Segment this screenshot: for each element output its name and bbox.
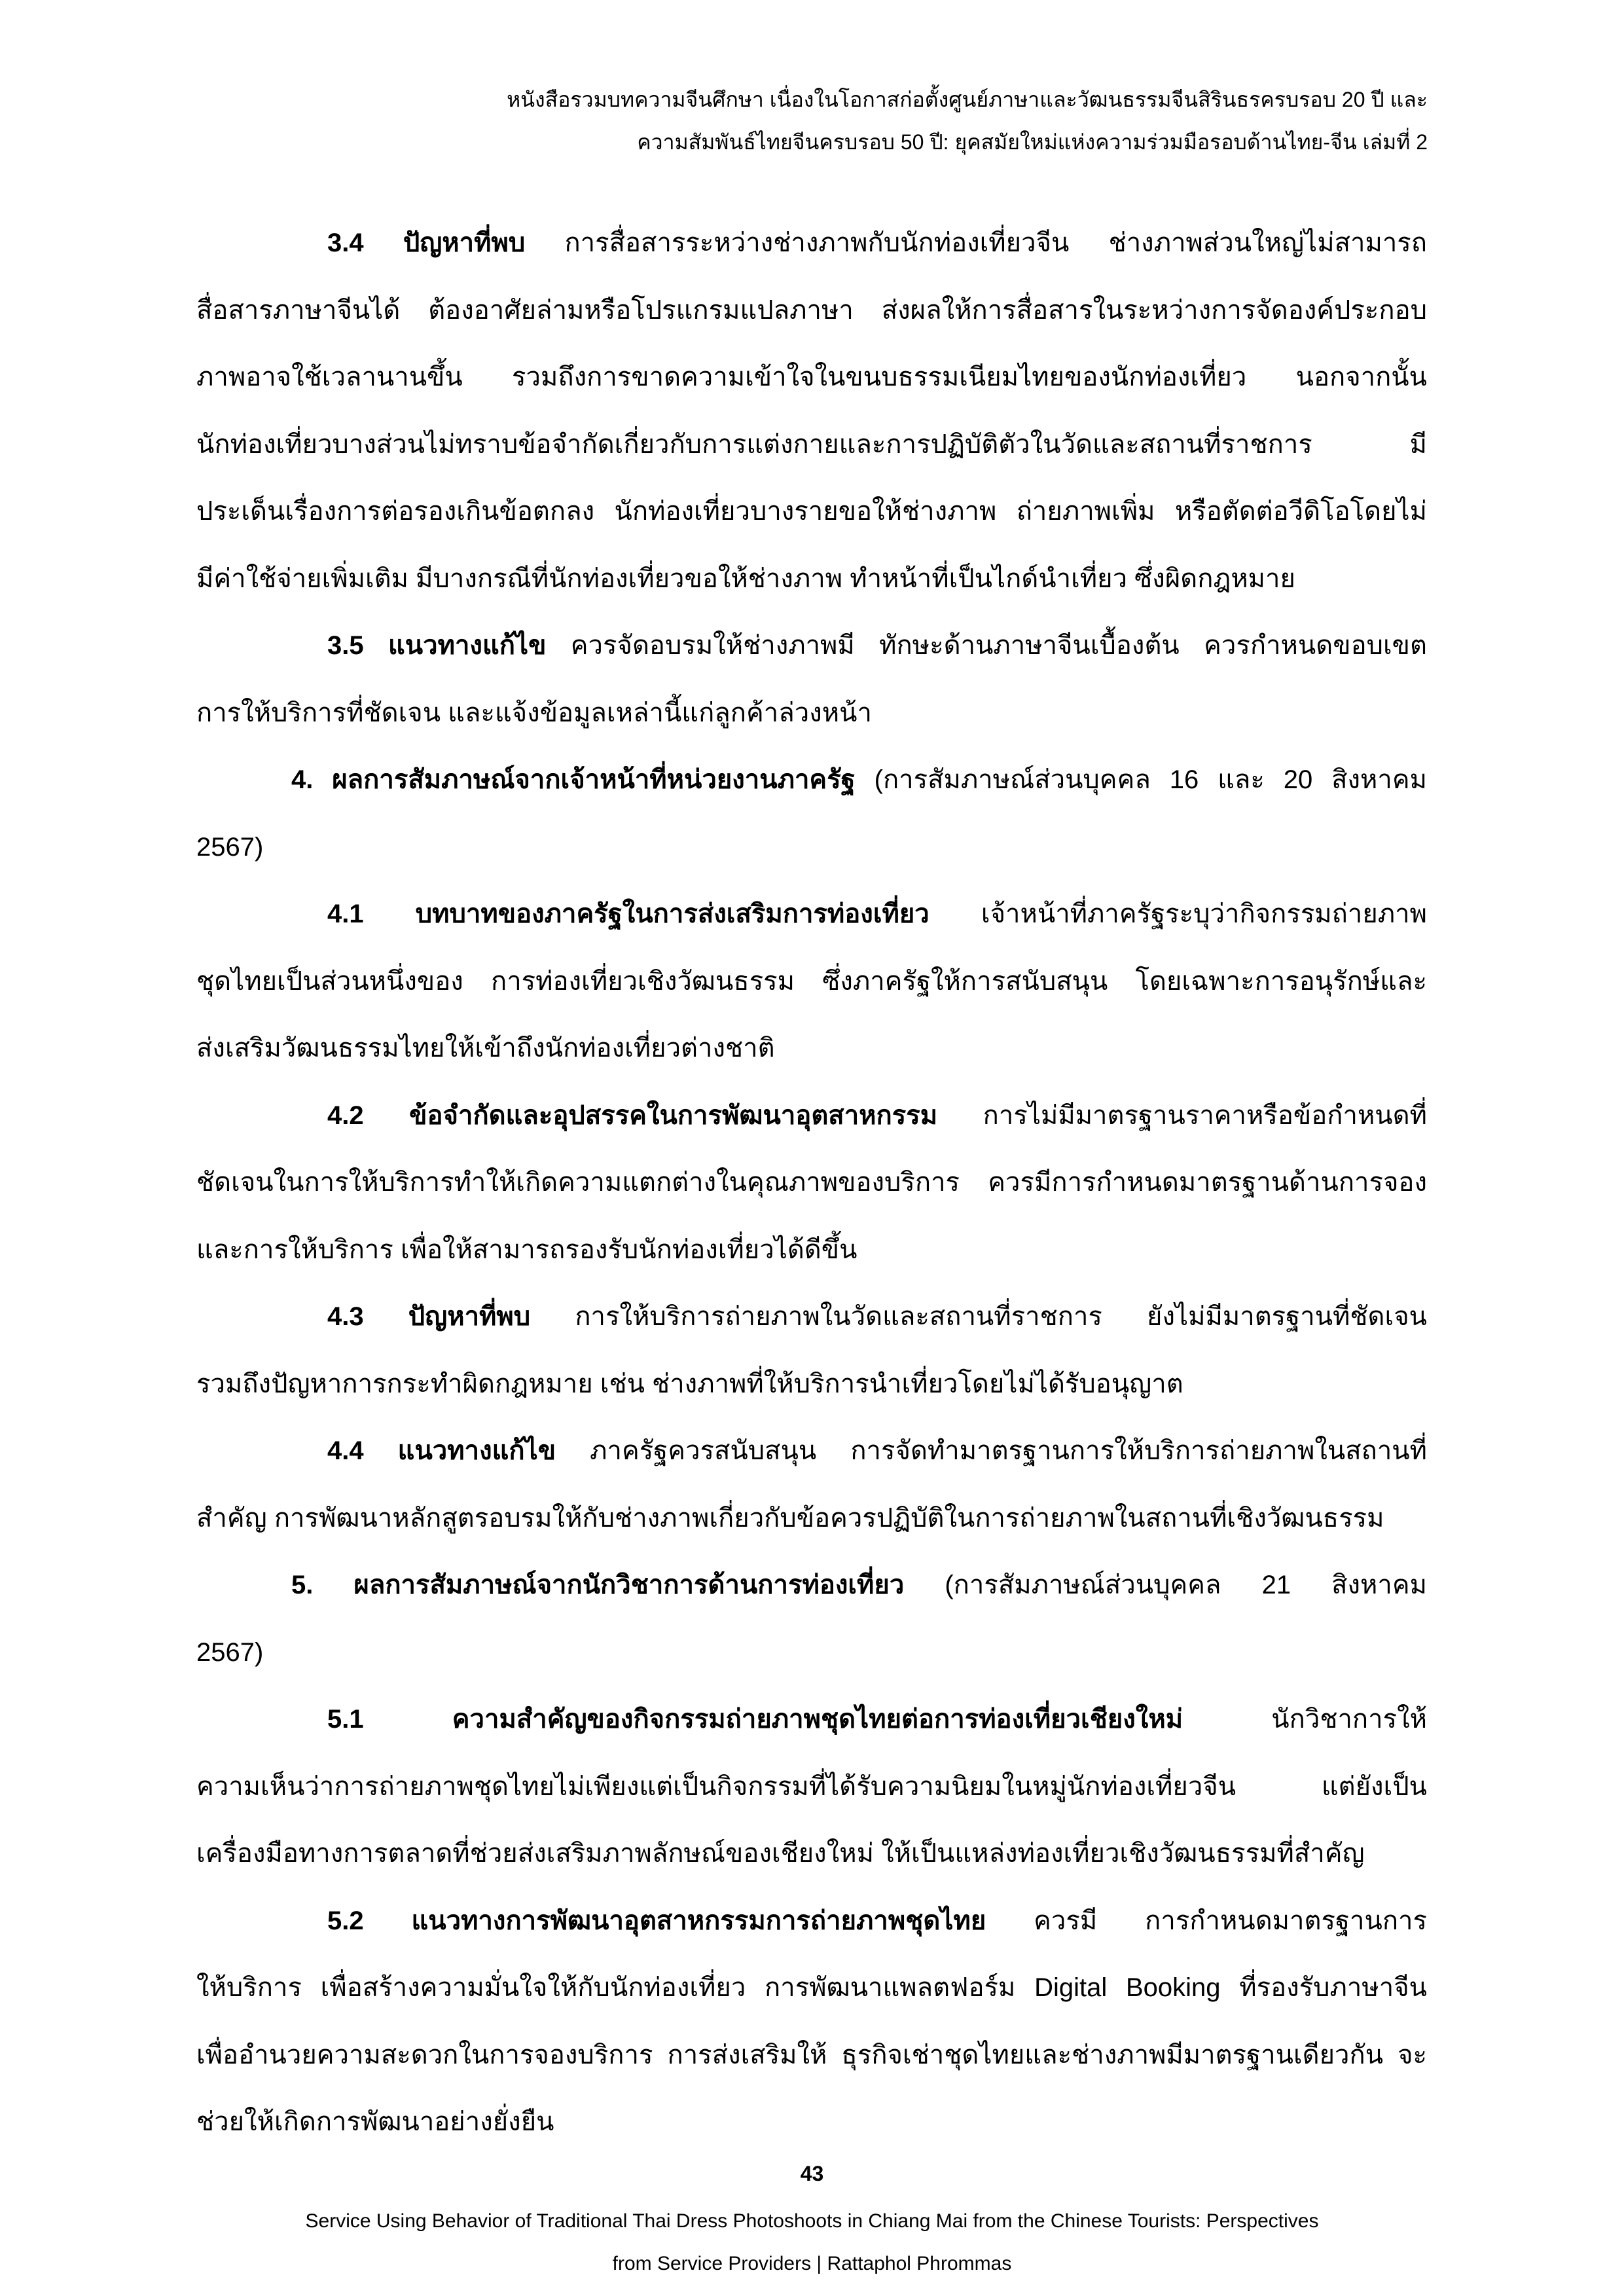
heading-4-4: 4.4 แนวทางแก้ไข xyxy=(327,1436,556,1465)
running-header-line-1: หนังสือรวมบทความจีนศึกษา เนื่องในโอกาสก่อตั้งศูนย์ภาษาและวัฒนธรรมจีนสิรินธรครบรอบ 20 ปี และ xyxy=(507,88,1428,111)
paragraph-4-4-line-2: สำคัญ การพัฒนาหลักสูตรอบรมให้กับช่างภาพเกี่ยวกับข้อควรปฏิบัติในการถ่ายภาพในสถานที่เชิงวัฒนธรรม xyxy=(196,1503,1384,1533)
paragraph-4-line-1 xyxy=(196,746,1427,814)
paragraph-4-1-line-3: ส่งเสริมวัฒนธรรมไทยให้เข้าถึงนักท่องเที่ยวต่างชาติ xyxy=(196,1034,775,1063)
paragraph-3-4-line-3: ภาพอาจใช้เวลานานขึ้น รวมถึงการขาดความเข้าใจในขนบธรรมเนียมไทยของนักท่องเที่ยว นอกจากนั้น xyxy=(196,363,1427,392)
running-footer-line-1: Service Using Behavior of Traditional Thai Dress Photoshoots in Chiang Mai from the Chinese Tourists: Perspectives xyxy=(305,2210,1319,2232)
paragraph-4-2-line-2: ชัดเจนในการให้บริการทำให้เกิดความแตกต่างในคุณภาพของบริการ ควรมีการกำหนดมาตรฐานด้านการจอง xyxy=(196,1168,1427,1197)
paragraph-text: การสื่อสารระหว่างช่างภาพกับนักท่องเที่ยวจีน ช่างภาพส่วนใหญ่ไม่สามารถ xyxy=(525,228,1427,257)
paragraph-text: นักวิชาการให้ xyxy=(1183,1705,1427,1734)
paragraph-3-4-line-2: สื่อสารภาษาจีนได้ ต้องอาศัยล่ามหรือโปรแกรมแปลภาษา ส่งผลให้การสื่อสารในระหว่างการจัดองค์ประกอบ xyxy=(196,295,1427,325)
paragraph-4-4-line-1 xyxy=(196,1417,1427,1485)
paragraph-3-4-line-5: ประเด็นเรื่องการต่อรองเกินข้อตกลง นักท่องเที่ยวบางรายขอให้ช่างภาพ ถ่ายภาพเพิ่ม หรือตัดต่อวีดิโอโดยไม่ xyxy=(196,497,1427,526)
paragraph-text: การไม่มีมาตรฐานราคาหรือข้อกำหนดที่ xyxy=(937,1101,1427,1130)
paragraph-4-line-2: 2567) xyxy=(196,832,264,862)
page-number: 43 xyxy=(800,2162,824,2185)
paragraph-5-2-line-4: ช่วยให้เกิดการพัฒนาอย่างยั่งยืน xyxy=(196,2107,554,2136)
paragraph-5-line-2: 2567) xyxy=(196,1637,264,1667)
paragraph-3-4-line-1 xyxy=(196,210,1427,277)
paragraph-5-1-line-2: ความเห็นว่าการถ่ายภาพชุดไทยไม่เพียงแต่เป็นกิจกรรมที่ได้รับความนิยมในหมู่นักท่องเที่ยวจีน แต่ยังเป็น xyxy=(196,1772,1427,1801)
paragraph-3-4-line-6: มีค่าใช้จ่ายเพิ่มเติม มีบางกรณีที่นักท่องเที่ยวขอให้ช่างภาพ ทำหน้าที่เป็นไกด์นำเที่ยว ซึ่งผิดกฎหมาย xyxy=(196,564,1295,593)
paragraph-5-1-line-1 xyxy=(196,1686,1427,1753)
paragraph-3-5-line-1 xyxy=(196,612,1427,680)
paragraph-text: เจ้าหน้าที่ภาครัฐระบุว่ากิจกรรมถ่ายภาพ xyxy=(929,900,1427,928)
heading-4-3: 4.3 ปัญหาที่พบ xyxy=(327,1302,531,1331)
paragraph-text: ควรจัดอบรมให้ช่างภาพมี ทักษะด้านภาษาจีนเบื้องต้น ควรกำหนดขอบเขต xyxy=(546,631,1427,660)
heading-4-2: 4.2 ข้อจำกัดและอุปสรรคในการพัฒนาอุตสาหกรรม xyxy=(327,1101,938,1130)
heading-3-4: 3.4 ปัญหาที่พบ xyxy=(327,228,526,257)
paragraph-4-2-line-1 xyxy=(196,1082,1427,1150)
paragraph-5-2-line-3: เพื่ออำนวยความสะดวกในการจองบริการ การส่งเสริมให้ ธุรกิจเช่าชุดไทยและช่างภาพมีมาตรฐานเดียวกัน จะ xyxy=(196,2040,1427,2069)
paragraph-text: การให้บริการถ่ายภาพในวัดและสถานที่ราชการ ยังไม่มีมาตรฐานที่ชัดเจน xyxy=(530,1302,1427,1331)
heading-4: 4. ผลการสัมภาษณ์จากเจ้าหน้าที่หน่วยงานภาครัฐ xyxy=(291,765,856,794)
body-text xyxy=(196,210,1427,2156)
paragraph-4-1-line-2: ชุดไทยเป็นส่วนหนึ่งของ การท่องเที่ยวเชิงวัฒนธรรม ซึ่งภาครัฐให้การสนับสนุน โดยเฉพาะการอนุรักษ์และ xyxy=(196,966,1427,996)
paragraph-5-1-line-3: เครื่องมือทางการตลาดที่ช่วยส่งเสริมภาพลักษณ์ของเชียงใหม่ ให้เป็นแหล่งท่องเที่ยวเชิงวัฒนธรรมที่สำคัญ xyxy=(196,1839,1365,1868)
paragraph-3-5-line-2: การให้บริการที่ชัดเจน และแจ้งข้อมูลเหล่านี้แก่ลูกค้าล่วงหน้า xyxy=(196,698,872,727)
heading-5-1: 5.1 ความสำคัญของกิจกรรมถ่ายภาพชุดไทยต่อการท่องเที่ยวเชียงใหม่ xyxy=(327,1705,1183,1734)
running-footer-line-2: from Service Providers | Rattaphol Phrommas xyxy=(612,2253,1012,2274)
paragraph-text: (การสัมภาษณ์ส่วนบุคคล 16 และ 20 สิงหาคม xyxy=(855,765,1427,794)
paragraph-5-line-1 xyxy=(196,1552,1427,1619)
heading-5-2: 5.2 แนวทางการพัฒนาอุตสาหกรรมการถ่ายภาพชุดไทย xyxy=(327,1906,986,1935)
heading-4-1: 4.1 บทบาทของภาครัฐในการส่งเสริมการท่องเที่ยว xyxy=(327,900,929,928)
paragraph-4-1-line-1 xyxy=(196,881,1427,948)
paragraph-text: (การสัมภาษณ์ส่วนบุคคล 21 สิงหาคม xyxy=(904,1571,1428,1599)
paragraph-4-3-line-1 xyxy=(196,1283,1427,1351)
paragraph-5-2-line-2: ให้บริการ เพื่อสร้างความมั่นใจให้กับนักท่องเที่ยว การพัฒนาแพลตฟอร์ม Digital Booking ที่รองรับภาษาจีน xyxy=(196,1973,1427,2002)
heading-3-5: 3.5 แนวทางแก้ไข xyxy=(327,631,547,660)
paragraph-5-2-line-1 xyxy=(196,1887,1427,1955)
paragraph-text: ควรมี การกำหนดมาตรฐานการ xyxy=(986,1906,1427,1935)
paragraph-3-4-line-4: นักท่องเที่ยวบางส่วนไม่ทราบข้อจำกัดเกี่ยวกับการแต่งกายและการปฏิบัติตัวในวัดและสถานที่ราชการ มี xyxy=(196,429,1427,459)
paragraph-4-3-line-2: รวมถึงปัญหาการกระทำผิดกฎหมาย เช่น ช่างภาพที่ให้บริการนำเที่ยวโดยไม่ได้รับอนุญาต xyxy=(196,1369,1183,1398)
running-header-line-2: ความสัมพันธ์ไทยจีนครบรอบ 50 ปี: ยุคสมัยใหม่แห่งความร่วมมือรอบด้านไทย-จีน เล่มที่ 2 xyxy=(637,130,1428,154)
heading-5: 5. ผลการสัมภาษณ์จากนักวิชาการด้านการท่องเที่ยว xyxy=(291,1571,905,1599)
paragraph-text: ภาครัฐควรสนับสนุน การจัดทำมาตรฐานการให้บริการถ่ายภาพในสถานที่ xyxy=(556,1436,1428,1465)
paragraph-4-2-line-3: และการให้บริการ เพื่อให้สามารถรองรับนักท่องเที่ยวได้ดีขึ้น xyxy=(196,1235,857,1264)
